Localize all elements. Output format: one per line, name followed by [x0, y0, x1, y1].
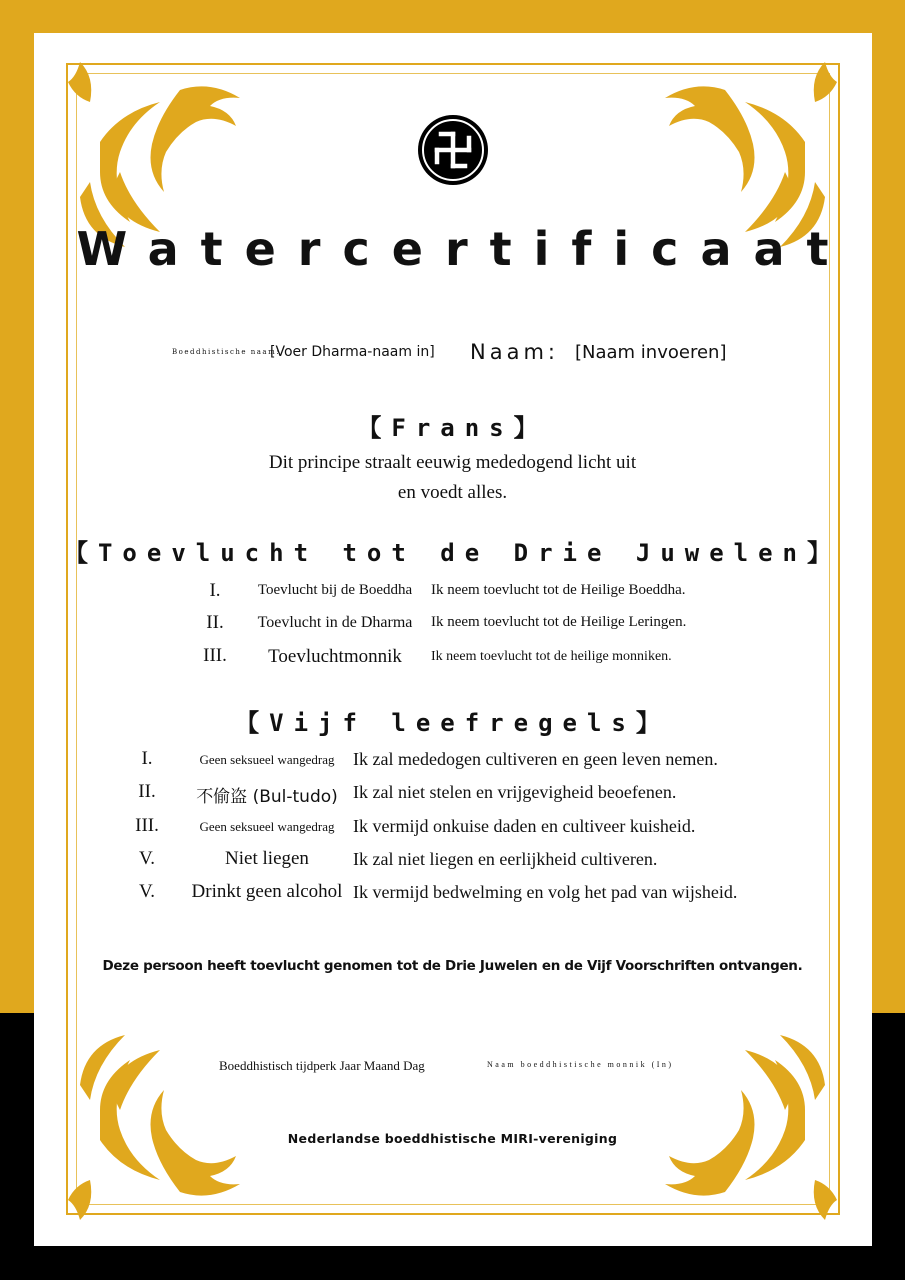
- refuge-term: Toevluchtmonnik: [268, 646, 402, 667]
- dharma-emblem-icon: [417, 114, 489, 186]
- precept-text: Ik vermijd onkuise daden en cultiveer kuisheid.: [353, 816, 696, 836]
- monk-name-label: Naam boeddhistische monnik (In): [487, 1060, 674, 1069]
- buddhist-name-label: Boeddhistische naam:: [172, 348, 281, 356]
- precepts-heading: 【Vijf leefregels】: [235, 709, 670, 737]
- refuge-text: Ik neem toevlucht tot de Heilige Boeddha.: [431, 582, 686, 598]
- precept-num: V.: [138, 848, 156, 869]
- precept-text: Ik vermijd bedwelming en volg het pad van wijsheid.: [353, 882, 738, 902]
- refuge-text: Ik neem toevlucht tot de heilige monniken.: [431, 649, 672, 664]
- date-label: Boeddhistisch tijdperk Jaar Maand Dag: [219, 1058, 425, 1073]
- refuge-term: Toevlucht bij de Boeddha: [257, 582, 413, 598]
- precept-num: V.: [138, 881, 156, 902]
- refuge-heading: 【Toevlucht tot de Drie Juwelen】: [63, 539, 842, 567]
- buddhist-name-field[interactable]: [Voer Dharma-naam in]: [270, 344, 435, 360]
- precept-num: I.: [141, 748, 153, 769]
- name-label: Naam:: [470, 340, 559, 364]
- name-field[interactable]: [Naam invoeren]: [575, 342, 727, 363]
- refuge-num: I.: [209, 580, 221, 601]
- precept-term: 不偷盗 (Bul-tudo): [196, 787, 338, 807]
- precept-num: II.: [138, 781, 156, 802]
- precept-text: Ik zal niet liegen en eerlijkheid cultiveren.: [353, 849, 658, 869]
- principle-line-1: Dit principe straalt eeuwig mededogend licht uit: [268, 452, 637, 473]
- certificate-title: Watercertificaat: [76, 222, 851, 276]
- precept-term: Drinkt geen alcohol: [191, 881, 343, 902]
- precept-term: Niet liegen: [225, 848, 309, 869]
- refuge-text: Ik neem toevlucht tot de Heilige Leringen.: [431, 614, 687, 630]
- refuge-term: Toevlucht in de Dharma: [257, 614, 413, 631]
- precept-num: III.: [135, 815, 159, 836]
- precept-term: Geen seksueel wangedrag: [199, 819, 335, 834]
- principle-text: [0, 448, 905, 508]
- certification-statement: Deze persoon heeft toevlucht genomen tot de Drie Juwelen en de Vijf Voorschriften ontvangen.: [102, 958, 803, 974]
- principle-heading: 【Frans】: [357, 414, 548, 442]
- refuge-num: III.: [203, 645, 227, 666]
- precept-text: Ik zal mededogen cultiveren en geen leven nemen.: [353, 749, 718, 769]
- refuge-num: II.: [206, 612, 224, 633]
- precept-text: Ik zal niet stelen en vrijgevigheid beoefenen.: [353, 782, 677, 802]
- association-name: Nederlandse boeddhistische MIRI-vereniging: [287, 1131, 618, 1146]
- principle-line-2: en voedt alles.: [397, 482, 508, 503]
- precept-term: Geen seksueel wangedrag: [199, 752, 335, 767]
